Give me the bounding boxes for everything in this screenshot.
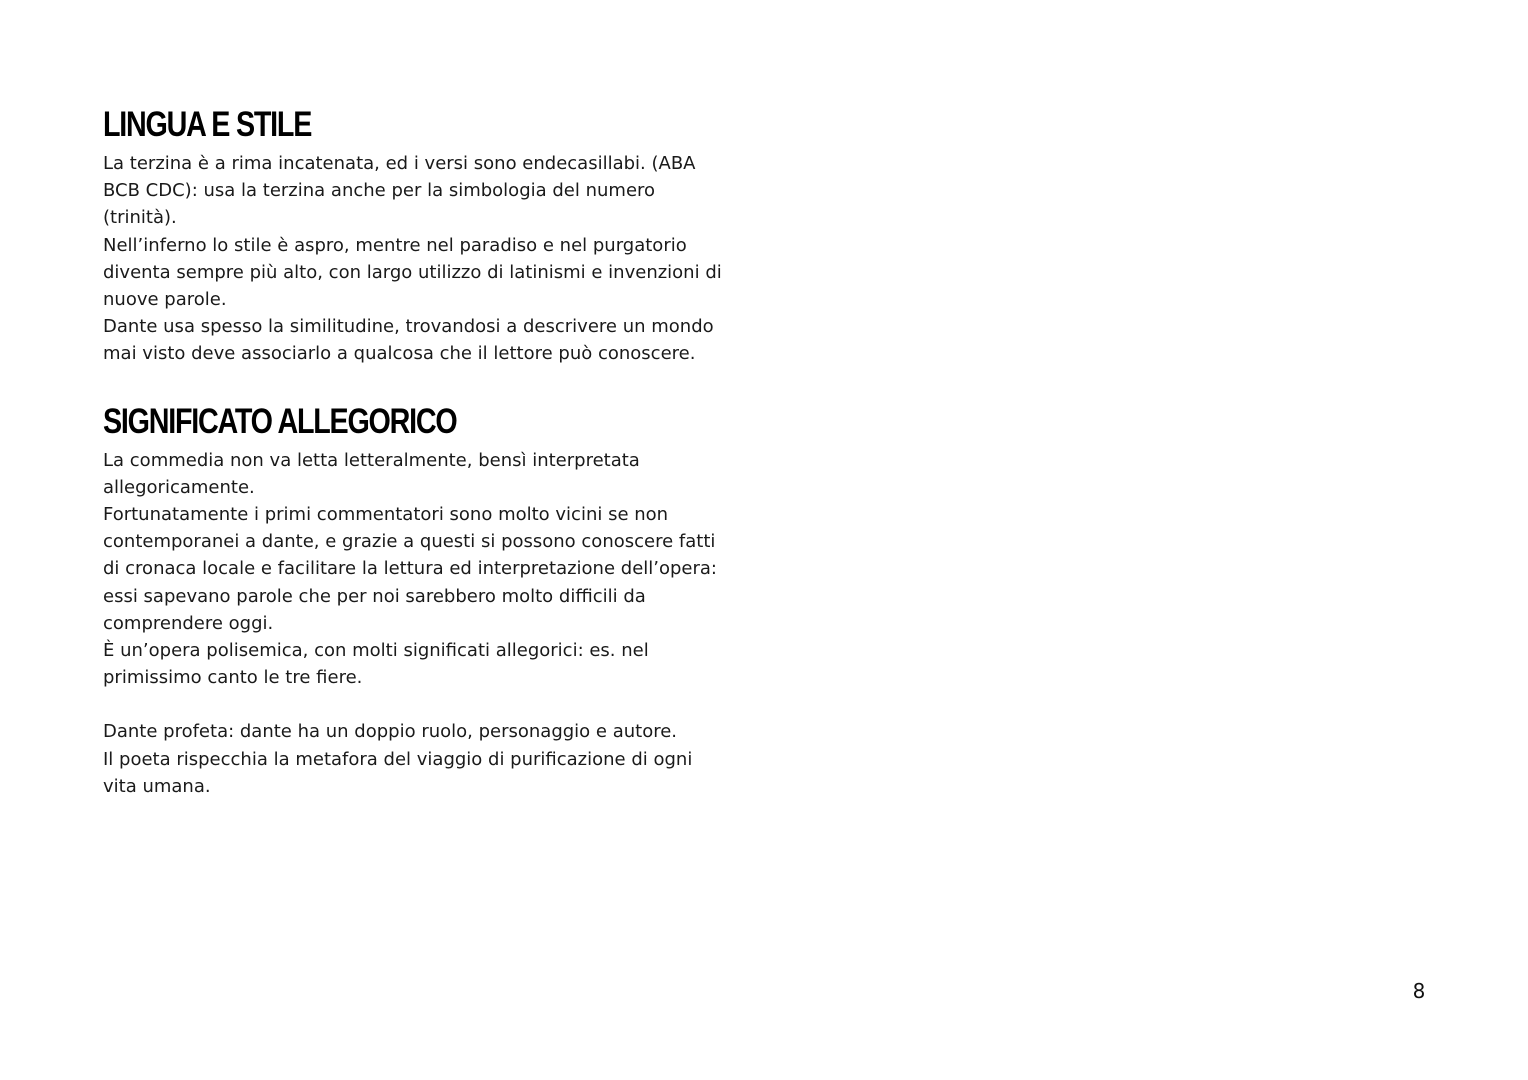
paragraph: Nell’inferno lo stile è aspro, mentre nel paradiso e nel purgatorio diventa sempre più alto, con largo utilizzo di latinismi e invenzioni di nuove parole.	[103, 234, 722, 311]
page-number: 8	[1412, 979, 1426, 1003]
paragraph: Dante profeta: dante ha un doppio ruolo, personaggio e autore.	[103, 721, 678, 743]
section-title-significato-allegorico: SIGNIFICATO ALLEGORICO	[103, 401, 457, 441]
section-spacer	[103, 368, 743, 397]
section-title-lingua-e-stile: LINGUA E STILE	[103, 105, 312, 144]
paragraph: Fortunatamente i primi commentatori sono molto vicini se non contemporanei a dante, e grazie a questi si possono conoscere fatti di cronaca locale e facilitare la lettura ed interpretazione dell’opera: essi sapevano parole che per noi sarebbero molto difficili da comprendere oggi.	[103, 504, 717, 634]
paragraph-spacer	[103, 691, 743, 718]
paragraph: La terzina è a rima incatenata, ed i versi sono endecasillabi. (ABA BCB CDC): usa la terzina anche per la simbologia del numero (trinità).	[103, 153, 696, 229]
paragraph: Il poeta rispecchia la metafora del viaggio di purificazione di ogni vita umana.	[103, 748, 693, 797]
paragraph: È un’opera polisemica, con molti significati allegorici: es. nel primissimo canto le tre fiere.	[103, 640, 649, 689]
text-column	[103, 100, 743, 800]
paragraph: Dante usa spesso la similitudine, trovandosi a descrivere un mondo mai visto deve associarlo a qualcosa che il lettore può conoscere.	[103, 316, 714, 365]
paragraph: La commedia non va letta letteralmente, bensì interpretata allegoricamente.	[103, 449, 640, 498]
